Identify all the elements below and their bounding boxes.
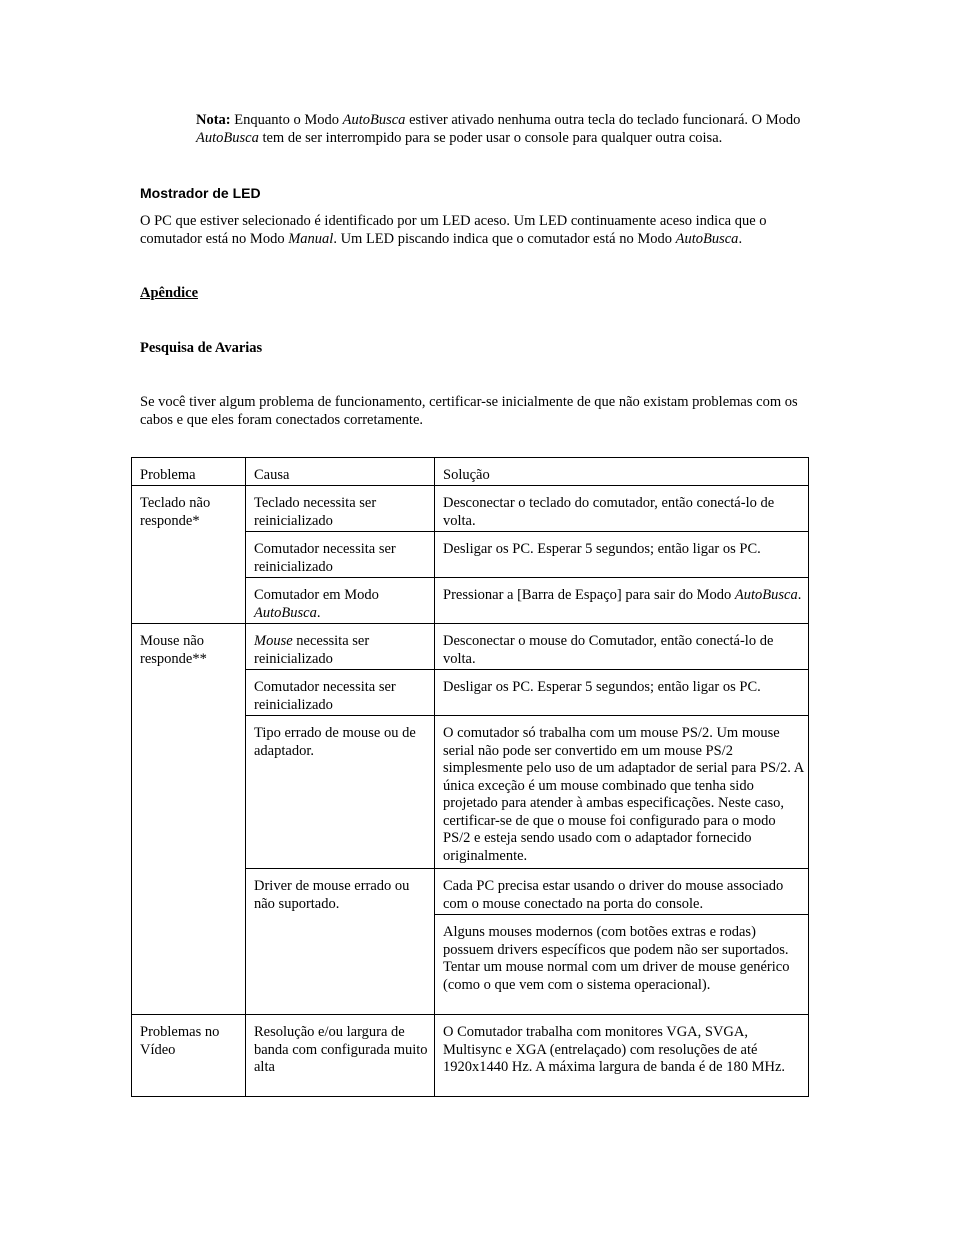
solution-cell: Desconectar o mouse do Comutador, então conectá-lo de volta. [443,633,774,667]
appendix-heading: Apêndice [140,285,198,301]
troubleshooting-heading: Pesquisa de Avarias [140,340,263,356]
cause-text: necessita ser reinicializado [254,633,370,667]
header-solution: Solução [443,467,490,483]
cause-cell: Resolução e/ou largura de banda com configurada muito alta [254,1024,428,1075]
cause-mouse-italic: Mouse [254,633,293,649]
note-text: Enquanto o Modo [230,112,343,128]
solution-cell: Desligar os PC. Esperar 5 segundos; então ligar os PC. [443,541,761,557]
troubleshooting-intro: Se você tiver algum problema de funcionamento, certificar-se inicialmente de que não existam problemas com os cabos e que eles foram conectados corretamente. [140,394,798,428]
cause-text: . [316,604,321,621]
problem-mouse: Mouse não responde** [140,633,207,667]
solution-cell: Desligar os PC. Esperar 5 segundos; então ligar os PC. [443,679,761,695]
note-autobusca: AutoBusca [196,129,259,146]
solution-cell: Alguns mouses modernos (com botões extras e rodas) possuem drivers específicos que podem não ser suportados. Tentar um mouse normal com um driver de mouse genérico (como o que vem com o sistema operacional). [443,924,790,993]
led-text: O PC que estiver selecionado é identificado por um LED aceso. Um LED continuamente aceso indica que o comutador está no Modo [140,213,767,247]
cause-cell: Comutador necessita ser reinicializado [254,679,396,713]
note-text: estiver ativado nenhuma outra tecla do teclado funcionará. O Modo [405,112,801,128]
solution-cell [443,587,805,605]
led-text: . Um LED piscando indica que o comutador está no Modo [333,230,676,247]
cause-cell: Comutador necessita ser reinicializado [254,541,396,575]
solution-text: . [797,587,802,603]
header-problem: Problema [140,467,196,483]
solution-autobusca: AutoBusca [734,587,798,603]
led-paragraph [140,213,820,248]
problem-video: Problemas no Vídeo [140,1024,220,1058]
note-paragraph [196,112,826,147]
led-heading: Mostrador de LED [140,185,261,201]
note-label: Nota: [196,112,231,128]
cause-cell: Driver de mouse errado ou não suportado. [254,878,410,912]
led-manual: Manual [288,230,334,247]
solution-cell: Desconectar o teclado do comutador, então conectá-lo de volta. [443,495,775,529]
cause-text: Comutador em Modo [254,587,379,603]
cause-autobusca: AutoBusca [254,604,317,621]
note-autobusca: AutoBusca [342,112,406,128]
cause-cell [254,587,429,622]
solution-cell: Cada PC precisa estar usando o driver do mouse associado com o mouse conectado na porta do console. [443,878,784,912]
cause-cell: Tipo errado de mouse ou de adaptador. [254,725,416,759]
solution-cell: O Comutador trabalha com monitores VGA, SVGA, Multisync e XGA (entrelaçado) com resoluções de até 1920x1440 Hz. A máxima largura de banda é de 180 MHz. [443,1024,786,1075]
header-cause: Causa [254,467,290,483]
solution-text: Pressionar a [Barra de Espaço] para sair do Modo [443,587,735,603]
solution-cell: O comutador só trabalha com um mouse PS/2. Um mouse serial não pode ser convertido em um mouse PS/2 simplesmente pelo uso de um adaptador de serial para PS/2. A única exceção é um mouse combinado que tenha sido projetado para atender à ambas especificações. Neste caso, certificar-se de que o mouse foi configurado para o modo PS/2 e esteja sendo usado com o adaptador fornecido originalmente. [443,725,804,864]
led-text: . [738,230,743,247]
problem-keyboard: Teclado não responde* [140,495,211,529]
note-text: tem de ser interrompido para se poder usar o console para qualquer outra coisa. [258,129,723,146]
cause-cell [254,633,429,668]
led-autobusca: AutoBusca [675,230,739,247]
cause-cell: Teclado necessita ser reinicializado [254,495,377,529]
